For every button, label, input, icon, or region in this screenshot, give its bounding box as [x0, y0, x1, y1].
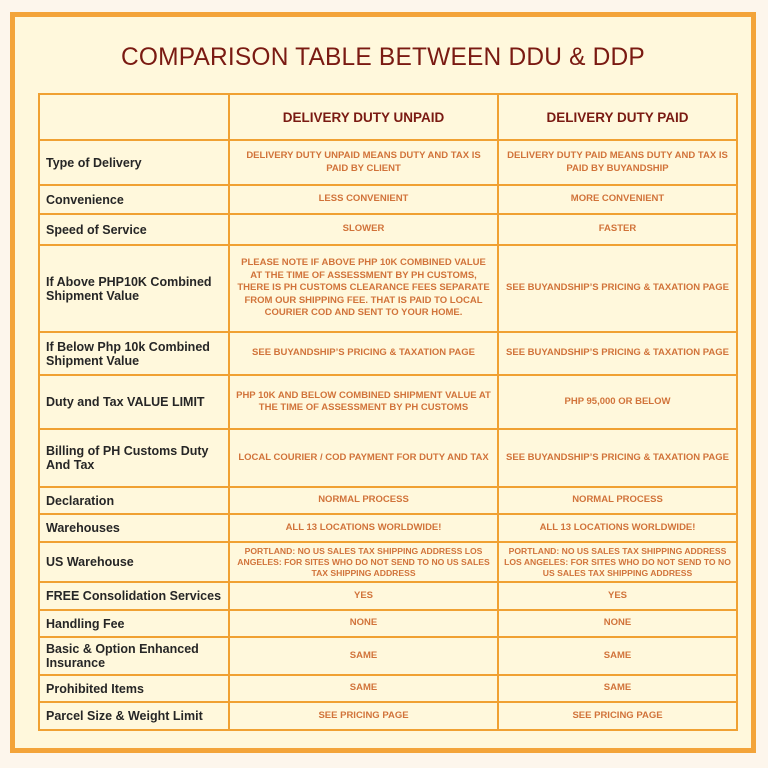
cell-ddu: NONE: [229, 610, 498, 637]
row-label-parcel-size: Parcel Size & Weight Limit: [39, 702, 229, 730]
row-label-handling-fee: Handling Fee: [39, 610, 229, 637]
cell-ddp: SEE BUYANDSHIP’S PRICING & TAXATION PAGE: [498, 429, 737, 487]
cell-ddu: SLOWER: [229, 214, 498, 245]
table-row: [39, 375, 737, 429]
cell-ddu: PLEASE NOTE IF ABOVE PHP 10K COMBINED VALUE AT THE TIME OF ASSESSMENT BY PH CUSTOMS, THERE IS PH CUSTOMS CLEARANCE FEES SEPARATE FROM OUR SHIPPING FEE. THAT IS PAID TO LOCAL COURIER COD AND SENT TO YOUR HOME.: [229, 245, 498, 332]
cell-ddu: LESS CONVENIENT: [229, 185, 498, 214]
cell-ddp: NORMAL PROCESS: [498, 487, 737, 514]
row-label-type-of-delivery: Type of Delivery: [39, 140, 229, 185]
table-row: [39, 140, 737, 185]
row-label-above-10k: If Above PHP10K Combined Shipment Value: [39, 245, 229, 332]
table-row: [39, 429, 737, 487]
cell-ddp: SAME: [498, 637, 737, 675]
cell-ddp: SAME: [498, 675, 737, 702]
cell-ddp: SEE BUYANDSHIP’S PRICING & TAXATION PAGE: [498, 332, 737, 375]
table-row: [39, 637, 737, 675]
table-row: [39, 582, 737, 610]
table-row: [39, 185, 737, 214]
cell-ddu: LOCAL COURIER / COD PAYMENT FOR DUTY AND TAX: [229, 429, 498, 487]
row-label-us-warehouse: US Warehouse: [39, 542, 229, 582]
row-label-prohibited-items: Prohibited Items: [39, 675, 229, 702]
cell-ddu: NORMAL PROCESS: [229, 487, 498, 514]
table-row: [39, 487, 737, 514]
row-label-declaration: Declaration: [39, 487, 229, 514]
cell-ddu: ALL 13 LOCATIONS WORLDWIDE!: [229, 514, 498, 542]
table-row: [39, 610, 737, 637]
cell-ddp: DELIVERY DUTY PAID MEANS DUTY AND TAX IS PAID BY BUYANDSHIP: [498, 140, 737, 185]
cell-ddp: MORE CONVENIENT: [498, 185, 737, 214]
cell-ddp: FASTER: [498, 214, 737, 245]
table-row: [39, 214, 737, 245]
row-label-value-limit: Duty and Tax VALUE LIMIT: [39, 375, 229, 429]
table-row: [39, 702, 737, 730]
cell-ddp: SEE PRICING PAGE: [498, 702, 737, 730]
table-row: [39, 514, 737, 542]
table-row: [39, 542, 737, 582]
row-label-below-10k: If Below Php 10k Combined Shipment Value: [39, 332, 229, 375]
table-row: [39, 245, 737, 332]
header-ddp: DELIVERY DUTY PAID: [498, 94, 737, 140]
cell-ddp: ALL 13 LOCATIONS WORLDWIDE!: [498, 514, 737, 542]
table-row: [39, 332, 737, 375]
header-ddu: DELIVERY DUTY UNPAID: [229, 94, 498, 140]
header-blank: [39, 94, 229, 140]
cell-ddp: YES: [498, 582, 737, 610]
comparison-table: [38, 93, 738, 731]
cell-ddp: NONE: [498, 610, 737, 637]
row-label-insurance: Basic & Option Enhanced Insurance: [39, 637, 229, 675]
page-title: COMPARISON TABLE BETWEEN DDU & DDP: [121, 43, 645, 71]
row-label-warehouses: Warehouses: [39, 514, 229, 542]
cell-ddu: SAME: [229, 637, 498, 675]
cell-ddu: SAME: [229, 675, 498, 702]
row-label-consolidation: FREE Consolidation Services: [39, 582, 229, 610]
cell-ddu: SEE PRICING PAGE: [229, 702, 498, 730]
row-label-billing: Billing of PH Customs Duty And Tax: [39, 429, 229, 487]
row-label-convenience: Convenience: [39, 185, 229, 214]
cell-ddu: YES: [229, 582, 498, 610]
table-row: [39, 675, 737, 702]
cell-ddu: PHP 10K AND BELOW COMBINED SHIPMENT VALUE AT THE TIME OF ASSESSMENT BY PH CUSTOMS: [229, 375, 498, 429]
cell-ddp: SEE BUYANDSHIP’S PRICING & TAXATION PAGE: [498, 245, 737, 332]
table-header-row: [39, 94, 737, 140]
cell-ddp: PORTLAND: NO US SALES TAX SHIPPING ADDRESS LOS ANGELES: FOR SITES WHO DO NOT SEND TO NO US SALES TAX SHIPPING ADDRESS: [498, 542, 737, 582]
cell-ddp: PHP 95,000 OR BELOW: [498, 375, 737, 429]
card-frame: [10, 12, 756, 753]
row-label-speed-of-service: Speed of Service: [39, 214, 229, 245]
cell-ddu: DELIVERY DUTY UNPAID MEANS DUTY AND TAX IS PAID BY CLIENT: [229, 140, 498, 185]
cell-ddu: SEE BUYANDSHIP’S PRICING & TAXATION PAGE: [229, 332, 498, 375]
cell-ddu: PORTLAND: NO US SALES TAX SHIPPING ADDRESS LOS ANGELES: FOR SITES WHO DO NOT SEND TO NO US SALES TAX SHIPPING ADDRESS: [229, 542, 498, 582]
